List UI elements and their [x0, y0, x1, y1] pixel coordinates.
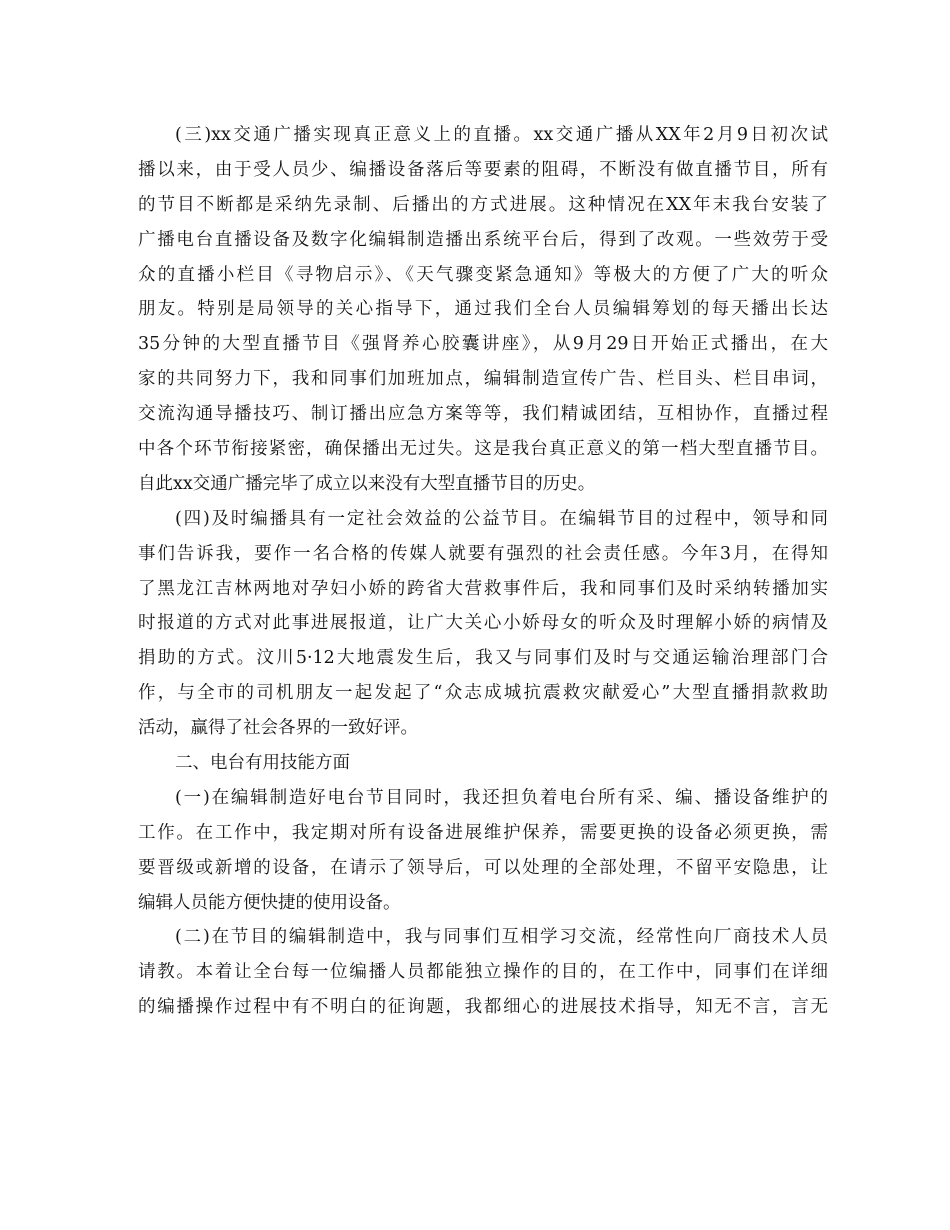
paragraph-line: 众的直播小栏目《寻物启示》、《天气骤变紧急通知》等极大的方便了广大的听众: [138, 264, 828, 285]
paragraph-line: (一)在编辑制造好电台节目同时，我还担负着电台所有采、编、播设备维护的: [175, 787, 828, 808]
paragraph-line: 活动，赢得了社会各界的一致好评。: [138, 718, 418, 739]
paragraph-line: 工作。在工作中，我定期对所有设备进展维护保养，需要更换的设备必须更换，需: [138, 822, 828, 843]
paragraph-line: 35分钟的大型直播节目《强肾养心胶囊讲座》，从9月29日开始正式播出，在大: [138, 334, 828, 355]
paragraph-line: 要晋级或新增的设备，在请示了领导后，可以处理的全部处理，不留平安隐患，让: [138, 857, 828, 878]
paragraph-line: 时报道的方式对此事进展报道，让广大关心小娇母女的听众及时理解小娇的病情及: [138, 613, 828, 634]
section-heading: 二、电台有用技能方面: [175, 753, 350, 774]
paragraph-line: 中各个环节衔接紧密，确保播出无过失。这是我台真正意义的第一档大型直播节目。: [138, 439, 828, 460]
paragraph-line: 朋友。特别是局领导的关心指导下，通过我们全台人员编辑筹划的每天播出长达: [138, 299, 828, 320]
paragraph-line: 编辑人员能方便快捷的使用设备。: [138, 892, 401, 913]
paragraph-line: 捐助的方式。汶川5·12大地震发生后，我又与同事们及时与交通运输治理部门合: [138, 648, 828, 669]
paragraph-line: 了黑龙江吉林两地对孕妇小娇的跨省大营救事件后，我和同事们及时采纳转播加实: [138, 578, 828, 599]
paragraph-line: 的节目不断都是采纳先录制、后播出的方式进展。这种情况在XX年末我台安装了: [138, 194, 828, 215]
paragraph-line: 家的共同努力下，我和同事们加班加点，编辑制造宣传广告、栏目头、栏目串词，: [138, 369, 828, 390]
paragraph-line: 广播电台直播设备及数字化编辑制造播出系统平台后，得到了改观。一些效劳于受: [138, 229, 828, 250]
paragraph-line: (四)及时编播具有一定社会效益的公益节目。在编辑节目的过程中，领导和同: [175, 508, 828, 529]
paragraph-line: 播以来，由于受人员少、编播设备落后等要素的阻碍，不断没有做直播节目，所有: [138, 159, 828, 180]
paragraph-line: (三)xx交通广播实现真正意义上的直播。xx交通广播从XX年2月9日初次试: [175, 125, 828, 145]
paragraph-line: 作，与全市的司机朋友一起发起了“众志成城抗震救灾献爱心”大型直播捐款救助: [138, 683, 828, 704]
paragraph-line: 交流沟通导播技巧、制订播出应急方案等等，我们精诚团结，互相协作，直播过程: [138, 404, 828, 425]
document-body: [138, 118, 828, 1025]
paragraph-line: 的编播操作过程中有不明白的征询题，我都细心的进展技术指导，知无不言，言无: [138, 997, 828, 1018]
paragraph-line: (二)在节目的编辑制造中，我与同事们互相学习交流，经常性向厂商技术人员: [175, 927, 828, 948]
paragraph-line: 事们告诉我，要作一名合格的传媒人就要有强烈的社会责任感。今年3月，在得知: [138, 543, 828, 564]
paragraph-line: 自此xx交通广播完毕了成立以来没有大型直播节目的历史。: [138, 473, 596, 494]
paragraph-line: 请教。本着让全台每一位编播人员都能独立操作的目的，在工作中，同事们在详细: [138, 962, 828, 983]
